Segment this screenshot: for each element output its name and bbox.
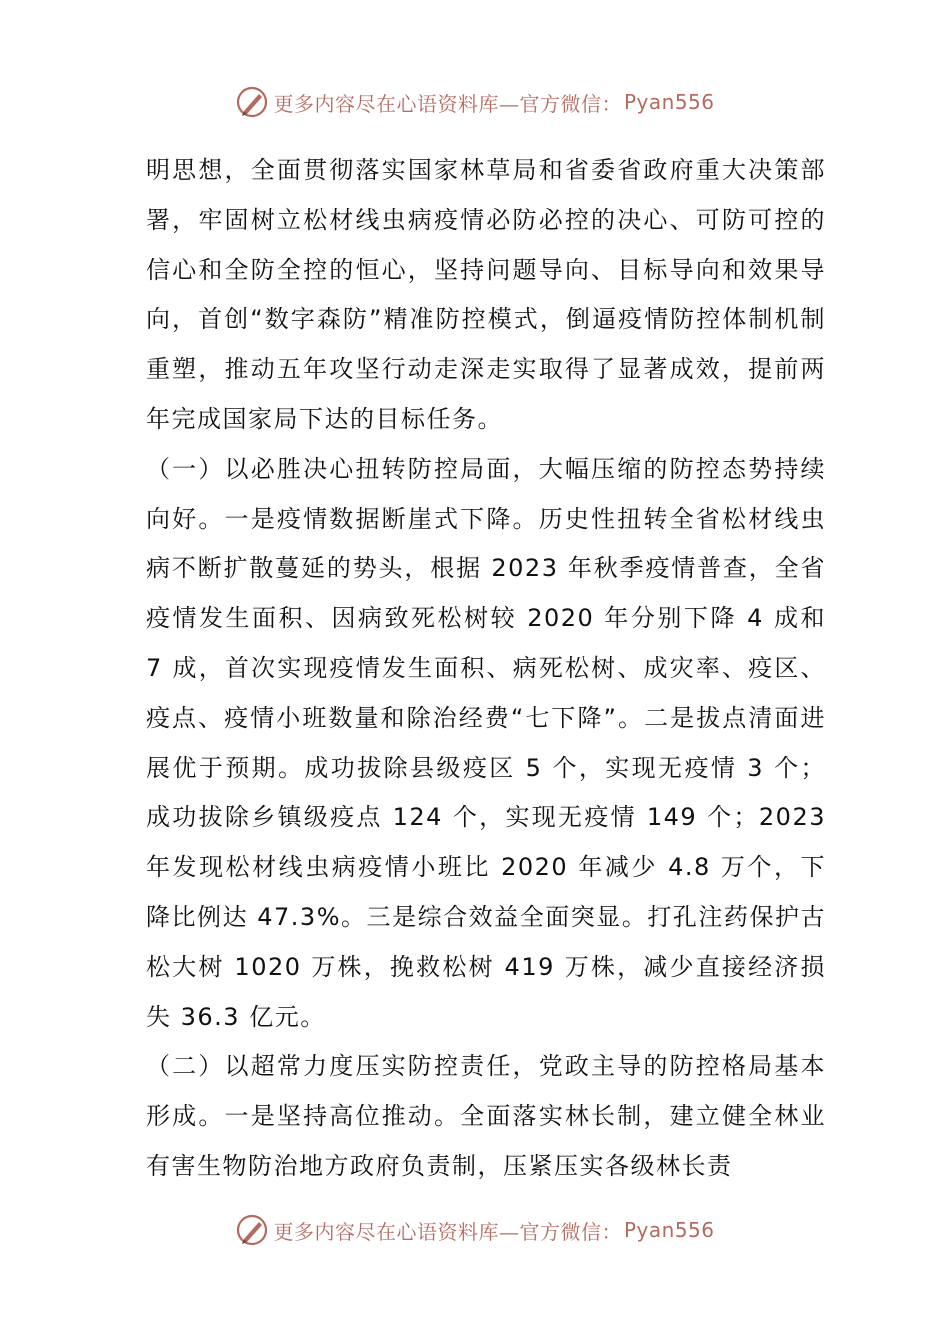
document-body	[146, 146, 826, 1192]
banner-text: 更多内容尽在心语资料库—官方微信：	[273, 91, 622, 116]
wechat-id: Pyan556	[623, 1218, 715, 1242]
paragraph-intro: 明思想，全面贯彻落实国家林草局和省委省政府重大决策部署，牢固树立松材线虫病疫情必防必控的决心、可防可控的信心和全防全控的恒心，坚持问题导向、目标导向和效果导向，首创“数字森防”精准防控模式，倒逼疫情防控体制机制重塑，推动五年攻坚行动走深走实取得了显著成效，提前两年完成国家局下达的目标任务。	[146, 156, 826, 433]
pen-circle-logo-icon	[235, 85, 269, 119]
banner-text: 更多内容尽在心语资料库—官方微信：	[273, 1219, 622, 1244]
pen-circle-logo-icon	[235, 1213, 269, 1247]
footer-banner	[0, 1210, 950, 1250]
paragraph-section-2: （二）以超常力度压实防控责任，党政主导的防控格局基本形成。一是坚持高位推动。全面落实林长制，建立健全林业有害生物防治地方政府负责制，压紧压实各级林长责	[146, 1052, 826, 1180]
wechat-id: Pyan556	[623, 90, 715, 114]
paragraph-section-1: （一）以必胜决心扭转防控局面，大幅压缩的防控态势持续向好。一是疫情数据断崖式下降。历史性扭转全省松材线虫病不断扩散蔓延的势头，根据 2023 年秋季疫情普查，全省疫情发生面积、因病致死松树较 2020 年分别下降 4 成和 7 成，首次实现疫情发生面积、病死松树、成灾率、疫区、疫点、疫情小班数量和除治经费“七下降”。二是拔点清面进展优于预期。成功拔除县级疫区 5 个，实现无疫情 3 个；成功拔除乡镇级疫点 124 个，实现无疫情 149 个；2023 年发现松材线虫病疫情小班比 2020 年减少 4.8 万个，下降比例达 47.3%。三是综合效益全面突显。打孔注药保护古松大树 1020 万株，挽救松树 419 万株，减少直接经济损失 36.3 亿元。	[146, 454, 826, 1031]
header-banner	[0, 82, 950, 122]
